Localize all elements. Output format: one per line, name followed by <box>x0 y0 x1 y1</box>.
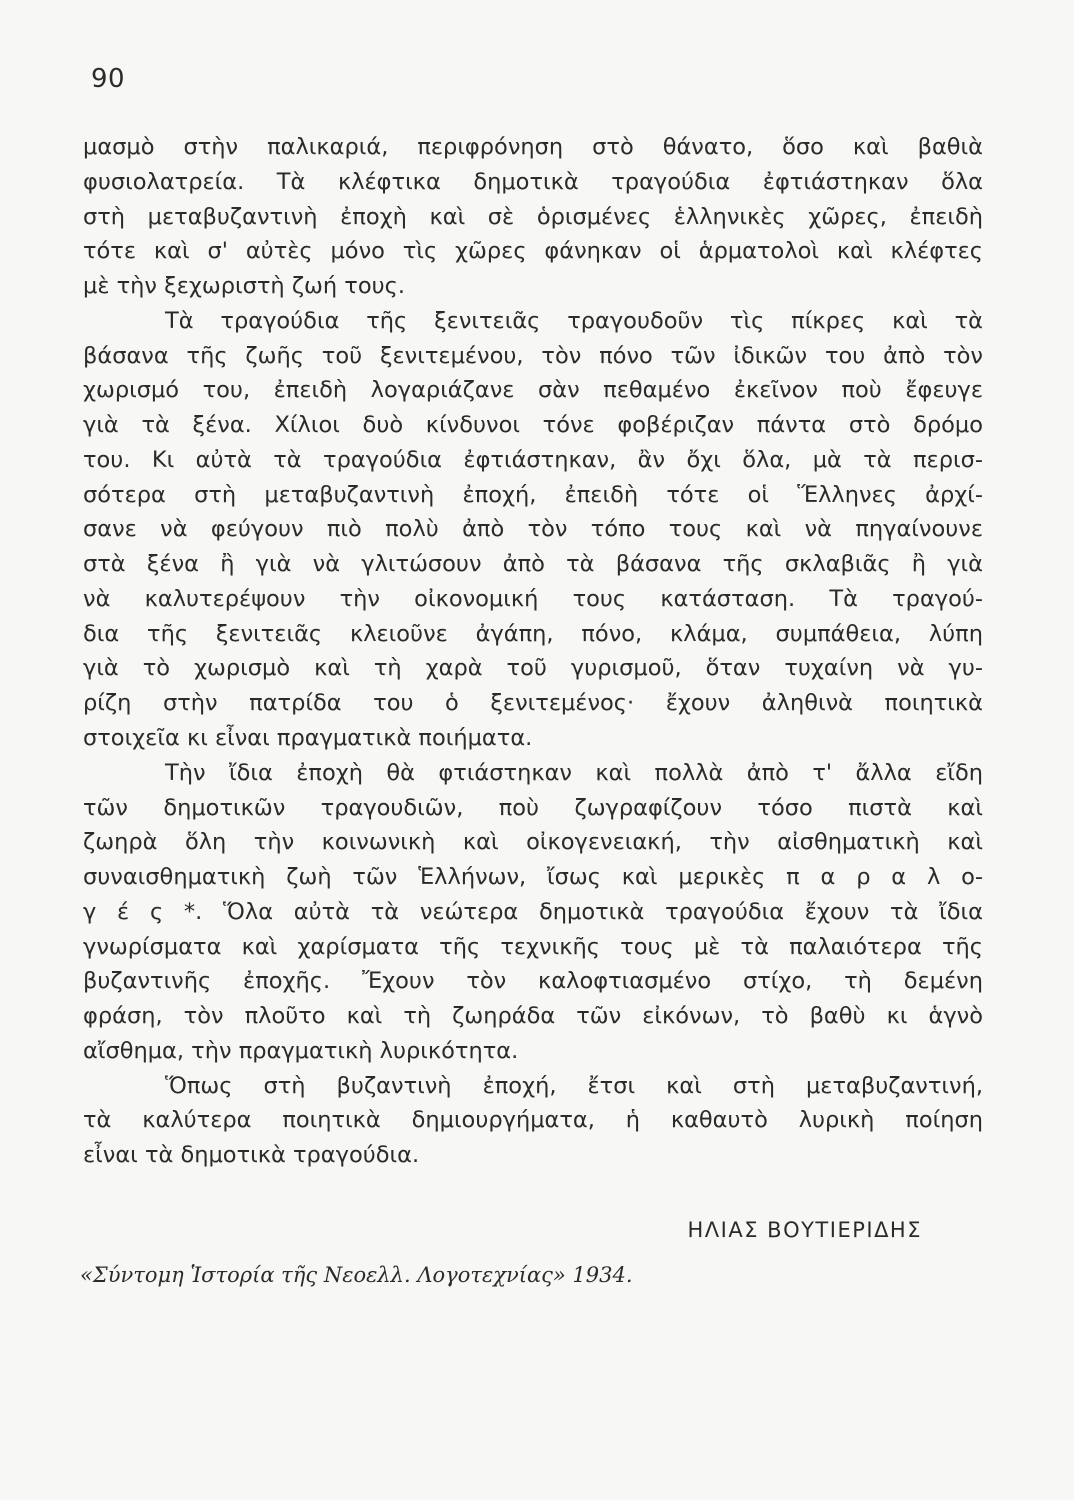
text-line: στοιχεῖα κι εἶναι πραγματικὰ ποιήματα. <box>83 725 533 752</box>
text-line: γ έ ς *. Ὅλα αὐτὰ τὰ νεώτερα δημοτικὰ τραγούδια ἔχουν τὰ ἴδια <box>83 898 983 925</box>
text-line: νὰ καλυτερέψουν τὴν οἰκονομική τους κατάσταση. Τὰ τραγού- <box>83 585 983 612</box>
text-line: Ὅπως στὴ βυζαντινὴ ἐποχή, ἔτσι καὶ στὴ μεταβυζαντινή, <box>165 1072 983 1099</box>
text-line: ζωηρὰ ὅλη τὴν κοινωνικὴ καὶ οἰκογενειακή, τὴν αἰσθηματικὴ καὶ <box>83 829 983 856</box>
text-line: γνωρίσματα καὶ χαρίσματα τῆς τεχνικῆς τους μὲ τὰ παλαιότερα τῆς <box>83 933 983 960</box>
source-citation: «Σύντομη Ἱστορία τῆς Νεοελλ. Λογοτεχνίας» 1934. <box>80 1263 633 1287</box>
author-signature: ΗΛΙΑΣ ΒΟΥΤΙΕΡΙΔΗΣ <box>687 1218 922 1242</box>
text-line: στὴ μεταβυζαντινὴ ἐποχὴ καὶ σὲ ὁρισμένες ἑλληνικὲς χῶρες, ἐπειδὴ <box>83 203 983 230</box>
text-line: στὰ ξένα ἢ γιὰ νὰ γλιτώσουν ἀπὸ τὰ βάσανα τῆς σκλαβιᾶς ἢ γιὰ <box>83 551 983 578</box>
text-line: φυσιολατρεία. Τὰ κλέφτικα δημοτικὰ τραγούδια ἐφτιάστηκαν ὅλα <box>83 168 983 195</box>
body-text <box>83 130 983 1173</box>
page-number: 90 <box>91 64 126 94</box>
text-line: αἴσθημα, τὴν πραγματικὴ λυρικότητα. <box>83 1037 519 1064</box>
text-line: δια τῆς ξενιτειᾶς κλειοῦνε ἀγάπη, πόνο, κλάμα, συμπάθεια, λύπη <box>83 620 983 647</box>
text-line: σότερα στὴ μεταβυζαντινὴ ἐποχή, ἐπειδὴ τότε οἱ Ἕλληνες ἀρχί- <box>83 481 983 508</box>
text-line: Τὴν ἴδια ἐποχὴ θὰ φτιάστηκαν καὶ πολλὰ ἀπὸ τ' ἄλλα εἴδη <box>165 759 983 786</box>
text-line: Τὰ τραγούδια τῆς ξενιτειᾶς τραγουδοῦν τὶς πίκρες καὶ τὰ <box>165 307 983 334</box>
text-line: μὲ τὴν ξεχωριστὴ ζωή τους. <box>83 273 405 300</box>
text-line: φράση, τὸν πλοῦτο καὶ τὴ ζωηράδα τῶν εἰκόνων, τὸ βαθὺ κι ἁγνὸ <box>83 1003 983 1030</box>
text-line: γιὰ τὸ χωρισμὸ καὶ τὴ χαρὰ τοῦ γυρισμοῦ, ὅταν τυχαίνη νὰ γυ- <box>83 655 983 682</box>
text-line: βάσανα τῆς ζωῆς τοῦ ξενιτεμένου, τὸν πόνο τῶν ἰδικῶν του ἀπὸ τὸν <box>83 342 983 369</box>
text-line: του. Κι αὐτὰ τὰ τραγούδια ἐφτιάστηκαν, ἂν ὄχι ὅλα, μὰ τὰ περισ- <box>83 446 983 473</box>
text-line: εἶναι τὰ δημοτικὰ τραγούδια. <box>83 1142 420 1169</box>
text-line: χωρισμό του, ἐπειδὴ λογαριάζανε σὰν πεθαμένο ἐκεῖνον ποὺ ἔφευγε <box>83 377 983 404</box>
text-line: τῶν δημοτικῶν τραγουδιῶν, ποὺ ζωγραφίζουν τόσο πιστὰ καὶ <box>83 794 983 821</box>
text-line: τὰ καλύτερα ποιητικὰ δημιουργήματα, ἡ καθαυτὸ λυρικὴ ποίηση <box>83 1107 983 1134</box>
text-line: γιὰ τὰ ξένα. Χίλιοι δυὸ κίνδυνοι τόνε φοβέριζαν πάντα στὸ δρόμο <box>83 412 983 439</box>
text-line: μασμὸ στὴν παλικαριά, περιφρόνηση στὸ θάνατο, ὅσο καὶ βαθιὰ <box>83 134 983 160</box>
text-line: σανε νὰ φεύγουν πιὸ πολὺ ἀπὸ τὸν τόπο τους καὶ νὰ πηγαίνουνε <box>83 516 983 543</box>
text-line: τότε καὶ σ' αὐτὲς μόνο τὶς χῶρες φάνηκαν οἱ ἁρματολοὶ καὶ κλέφτες <box>83 238 983 265</box>
text-line: ρίζη στὴν πατρίδα του ὁ ξενιτεμένος· ἔχουν ἀληθινὰ ποιητικὰ <box>83 690 983 717</box>
text-line: βυζαντινῆς ἐποχῆς. Ἔχουν τὸν καλοφτιασμένο στίχο, τὴ δεμένη <box>83 968 983 995</box>
text-line: συναισθηματικὴ ζωὴ τῶν Ἑλλήνων, ἴσως καὶ μερικὲς π α ρ α λ ο- <box>83 864 983 891</box>
